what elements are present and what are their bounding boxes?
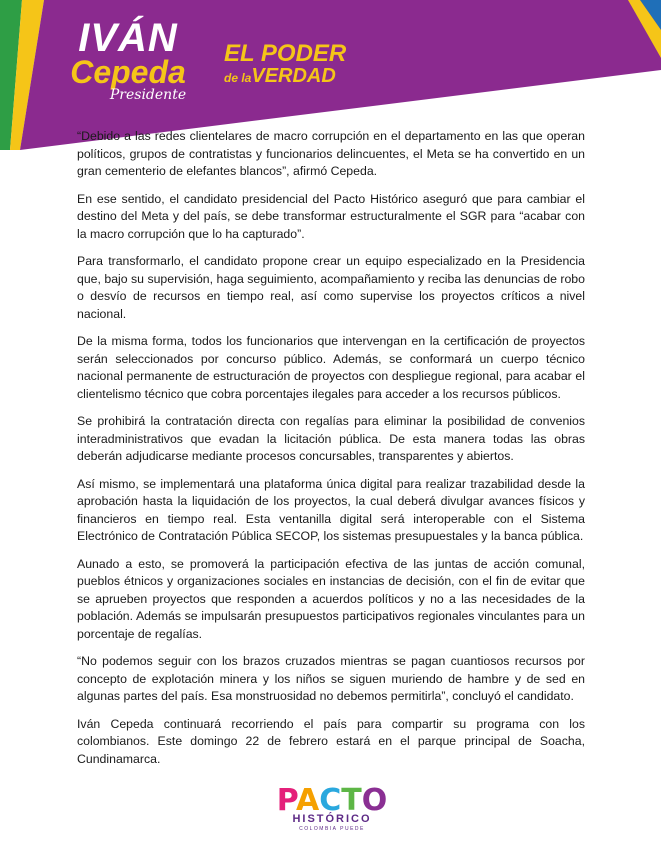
pacto-letter-o: O <box>361 783 388 818</box>
pacto-letter-t: T <box>341 783 362 818</box>
paragraph: “No podemos seguir con los brazos cruzados mientras se pagan cuantiosos recursos por concepto de explotación minera y los niños se siguen muriendo de hambre y de sed en algunas partes del país. Esa monstruosidad no debemos permitirla”, concluyó el candidato. <box>77 654 585 703</box>
paragraph: Para transformarlo, el candidato propone crear un equipo especializado en la Presidencia que, bajo su supervisión, haga seguimiento, acompañamiento y reciba las denuncias de robo o desvío de recursos en tiempo real, así como supervise los proyectos críticos a nivel nacional. <box>77 254 585 321</box>
candidate-last-name: Cepeda <box>70 54 186 90</box>
paragraph: Así mismo, se implementará una plataforma única digital para realizar trazabilidad desde la aprobación hasta la liquidación de los proyectos, la cual deberá divulgar avances físicos y financieros en tiempo real. Esta ventanilla digital será interoperable con el Sistema Electrónico de Contratación Pública SECOP, los sistemas presupuestales y la banca pública. <box>77 476 585 543</box>
paragraph: Se prohibirá la contratación directa con regalías para eliminar la posibilidad de convenios interadministrativos que evadan la licitación pública. De esta manera todas las obras deberán adjudicarse mediante procesos concursables, transparentes y abiertos. <box>77 414 585 463</box>
slogan-de-la: de la <box>224 71 252 85</box>
candidate-role: Presidente <box>109 87 187 103</box>
pacto-letter-a: A <box>296 783 320 818</box>
paragraph: Aunado a esto, se promoverá la participación efectiva de las juntas de acción comunal, pueblos étnicos y organizaciones sociales en instancias de decisión, con el fin de evitar que se aprueben proyectos que responden a acuerdos políticos y no a las necesidades de la población. Además se impulsarán presupuestos participativos regionales vinculantes para un porcentaje de regalías. <box>77 556 585 641</box>
candidate-logo <box>58 18 198 102</box>
historico-wordmark: HISTÓRICO <box>292 813 372 825</box>
candidate-first-name: IVÁN <box>78 16 178 60</box>
slogan-verdad: VERDAD <box>251 65 336 87</box>
press-release-body <box>77 128 585 778</box>
slogan-line-2 <box>224 66 346 86</box>
campaign-slogan <box>224 42 346 86</box>
pacto-historico-logo <box>272 783 392 832</box>
pacto-letter-c: C <box>319 783 342 818</box>
paragraph: Iván Cepeda continuará recorriendo el país para compartir su programa con los colombianos. Este domingo 22 de febrero estará en el parque principal de Soacha, Cundinamarca. <box>77 716 585 766</box>
paragraph: “Debido a las redes clientelares de macro corrupción en el departamento en las que operan políticos, grupos de contratistas y funcionarios delincuentes, el Meta se ha convertido en un gran cementerio de elefantes blancos”, afirmó Cepeda. <box>77 129 585 178</box>
paragraph: En ese sentido, el candidato presidencial del Pacto Histórico aseguró que para cambiar el destino del Meta y del país, se debe transformar estructuralmente el SGR para “acabar con la macro corrupción que lo ha capturado”. <box>77 191 585 241</box>
pacto-wordmark <box>272 783 392 818</box>
footer-tagline: COLOMBIA PUEDE <box>299 826 365 832</box>
slogan-line-1: EL PODER <box>224 40 347 67</box>
pacto-letter-p: P <box>276 783 296 818</box>
paragraph: De la misma forma, todos los funcionarios que intervengan en la certificación de proyectos serán seleccionados por concurso público. Además, se conformará un cuerpo técnico nacional permanente de estructuración de proyectos con despliegue regional, para acabar el clientelismo técnico que cobra porcentajes ilegales para acceder a los recursos públicos. <box>77 334 585 401</box>
